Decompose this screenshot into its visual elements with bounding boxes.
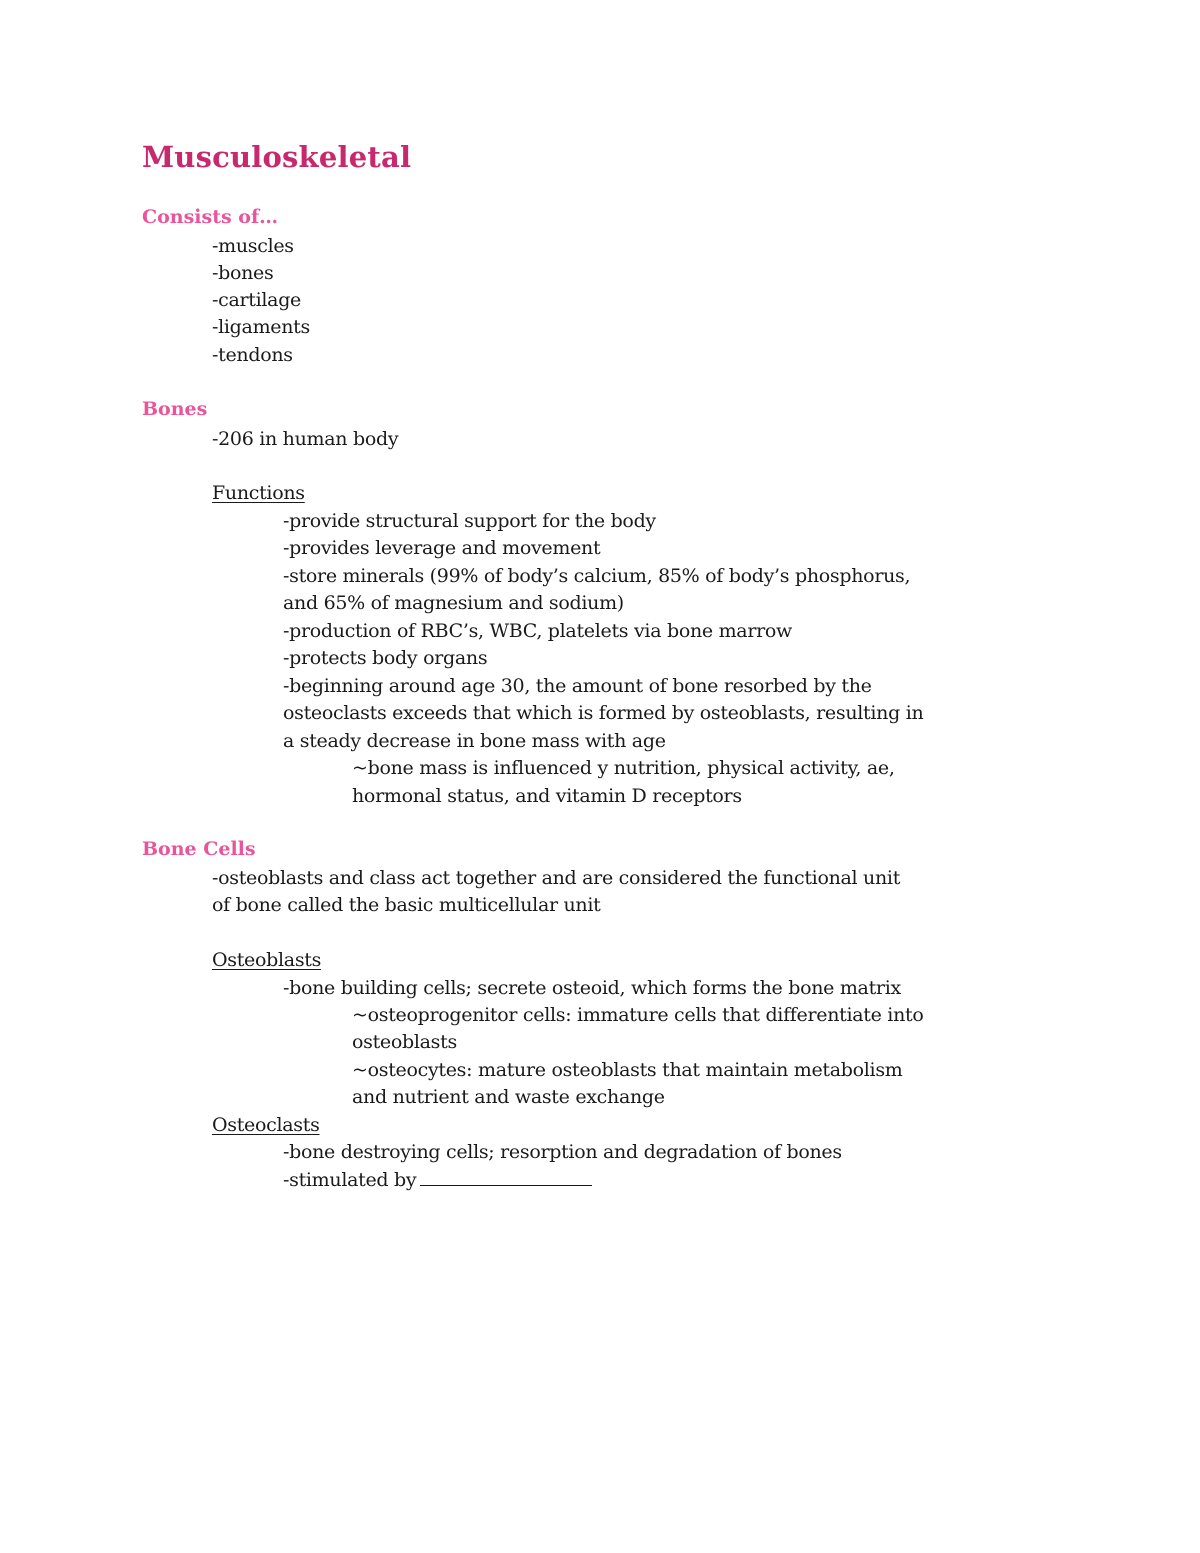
section-heading-bones: Bones <box>142 398 208 420</box>
osteoblasts-note: ~osteoprogenitor cells: immature cells that differentiate into <box>352 1004 924 1026</box>
list-item: -ligaments <box>212 316 310 338</box>
fill-in-blank <box>420 1169 592 1186</box>
list-item: -bones <box>212 262 274 284</box>
osteoblasts-subheading: Osteoblasts <box>212 949 322 971</box>
osteoblasts-description: -bone building cells; secrete osteoid, which forms the bone matrix <box>283 977 901 999</box>
bone-mass-note: ~bone mass is influenced y nutrition, physical activity, ae, <box>352 757 895 779</box>
list-item: -cartilage <box>212 289 301 311</box>
function-line: -production of RBC’s, WBC, platelets via bone marrow <box>283 620 792 642</box>
stimulated-by-label: -stimulated by <box>283 1169 417 1191</box>
osteoblasts-note: osteoblasts <box>352 1031 457 1053</box>
bone-count: -206 in human body <box>212 428 399 450</box>
list-item: -muscles <box>212 235 294 257</box>
osteoblasts-note: and nutrient and waste exchange <box>352 1086 665 1108</box>
function-line: -store minerals (99% of body’s calcium, 85% of body’s phosphorus, <box>283 565 911 587</box>
list-item: -tendons <box>212 344 293 366</box>
page-title: Musculoskeletal <box>142 140 412 174</box>
osteoclasts-subheading: Osteoclasts <box>212 1114 320 1136</box>
stimulated-by-line <box>283 1167 592 1194</box>
function-line: -protects body organs <box>283 647 488 669</box>
section-heading-bone-cells: Bone Cells <box>142 838 256 860</box>
functions-subheading: Functions <box>212 482 305 504</box>
function-line: and 65% of magnesium and sodium) <box>283 592 624 614</box>
function-line: osteoclasts exceeds that which is formed by osteoblasts, resulting in <box>283 702 924 724</box>
function-line: -provide structural support for the body <box>283 510 656 532</box>
section-heading-consists: Consists of… <box>142 206 279 228</box>
bone-cells-intro: -osteoblasts and class act together and are considered the functional unit <box>212 867 901 889</box>
bone-mass-note: hormonal status, and vitamin D receptors <box>352 785 742 807</box>
function-line: -provides leverage and movement <box>283 537 601 559</box>
function-line: a steady decrease in bone mass with age <box>283 730 666 752</box>
osteoblasts-note: ~osteocytes: mature osteoblasts that maintain metabolism <box>352 1059 903 1081</box>
osteoclasts-description: -bone destroying cells; resorption and degradation of bones <box>283 1141 842 1163</box>
bone-cells-intro: of bone called the basic multicellular unit <box>212 894 601 916</box>
function-line: -beginning around age 30, the amount of bone resorbed by the <box>283 675 872 697</box>
